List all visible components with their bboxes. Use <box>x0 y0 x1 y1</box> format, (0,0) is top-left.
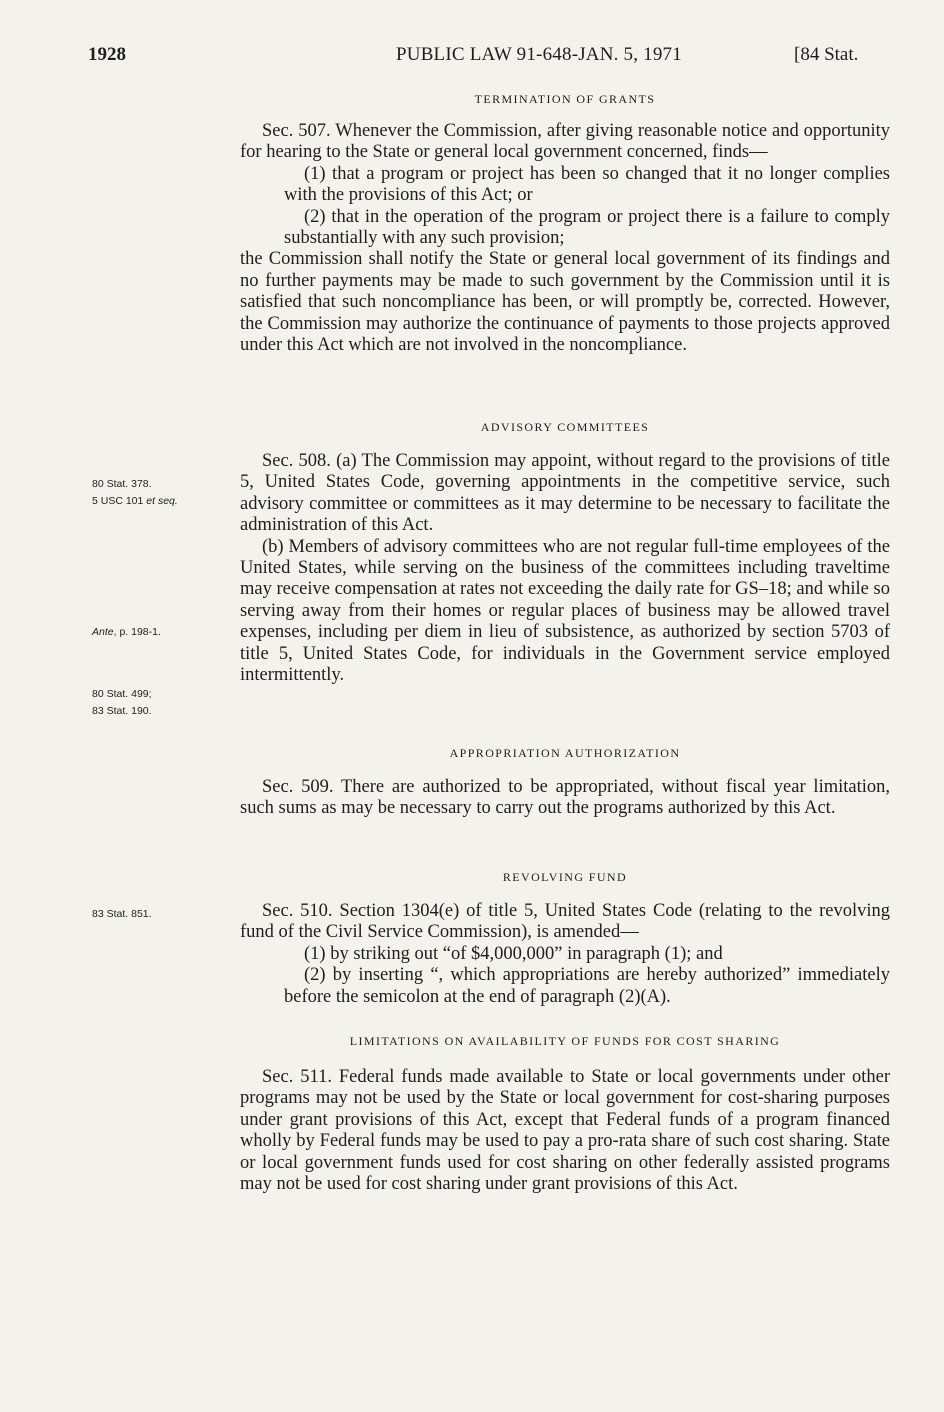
margin-note-line: 80 Stat. 378. <box>92 478 152 490</box>
margin-note-title5 <box>92 476 232 510</box>
margin-note-ante <box>92 624 232 641</box>
margin-note-83stat <box>92 906 232 923</box>
margin-note-line <box>92 624 232 641</box>
statute-reference: [84 Stat. <box>794 44 859 65</box>
margin-note-line <box>92 493 232 510</box>
margin-note-italic: et seq. <box>146 495 178 507</box>
section-heading: ADVISORY COMMITTEES <box>480 420 650 434</box>
section-510 <box>240 870 890 1008</box>
section-intro: Sec. 510. Section 1304(e) of title 5, United States Code (relating to the revolving fund of the Civil Service Commission), is amended— <box>240 901 890 943</box>
list-item: (2) that in the operation of the program or project there is a failure to comply substantially with any such provision; <box>284 206 890 249</box>
margin-note-text: 5 USC 101 <box>92 495 147 507</box>
section-heading: LIMITATIONS ON AVAILABILITY OF FUNDS FOR COST SHARING <box>349 1034 781 1048</box>
list-item: (2) by inserting “, which appropriations are hereby authorized” immediately before the semicolon at the end of paragraph (2)(A). <box>284 965 890 1007</box>
section-507 <box>240 92 890 356</box>
page-number: 1928 <box>88 44 126 65</box>
section-paragraph: Sec. 509. There are authorized to be appropriated, without fiscal year limitation, such sums as may be necessary to carry out the programs authorized by this Act. <box>240 777 890 819</box>
margin-note-italic: Ante <box>92 626 114 638</box>
margin-note-line: 83 Stat. 851. <box>92 908 152 920</box>
section-508 <box>240 420 890 686</box>
section-heading: APPROPRIATION AUTHORIZATION <box>449 746 681 760</box>
section-intro: Sec. 507. Whenever the Commission, after giving reasonable notice and opportunity for hearing to the State or general local government concerned, finds— <box>240 121 890 163</box>
section-paragraph-a: Sec. 508. (a) The Commission may appoint, without regard to the provisions of title 5, United States Code, governing appointments in the competitive service, such advisory committee or committees as it may determine to be necessary to facilitate the administration of this Act. <box>240 451 890 536</box>
list-item: (1) by striking out “of $4,000,000” in paragraph (1); and <box>304 943 723 964</box>
margin-note-text: , p. 198-1. <box>113 626 161 638</box>
running-header <box>0 44 944 74</box>
margin-note-line: 80 Stat. 499; <box>92 688 152 700</box>
section-509 <box>240 746 890 820</box>
section-heading: TERMINATION OF GRANTS <box>474 92 656 106</box>
margin-note-line: 83 Stat. 190. <box>92 705 152 717</box>
list-item: (1) that a program or project has been so changed that it no longer complies with the provisions of this Act; or <box>284 163 890 206</box>
section-conclusion: the Commission shall notify the State or general local government of its findings and no further payments may be made to such government by the Commission until it is satisfied that such noncompliance has been, or will promptly be, corrected. However, the Commission may authorize the continuance of payments to those projects approved under this Act which are not involved in the noncompliance. <box>240 249 890 356</box>
margin-note-stat <box>92 686 232 720</box>
section-paragraph: Sec. 511. Federal funds made available to State or local governments under other programs may not be used by the State or local government for cost-sharing purposes under grant provisions of this Act, except that Federal funds of a program financed wholly by Federal funds may be used to pay a pro-rata share of such cost sharing. State or local government funds used for cost sharing on other federally assisted programs may not be used for cost sharing under grant provisions of this Act. <box>240 1067 890 1195</box>
law-title: PUBLIC LAW 91-648-JAN. 5, 1971 <box>396 44 682 65</box>
section-heading: REVOLVING FUND <box>502 870 628 884</box>
section-paragraph-b: (b) Members of advisory committees who are not regular full-time employees of the United States, while serving on the business of the committees including traveltime may receive compensation at rates not exceeding the daily rate for GS–18; and while so serving away from their homes or regular places of business may be allowed travel expenses, including per diem in lieu of subsistence, as authorized by section 5703 of title 5, United States Code, for individuals in the Government service employed intermittently. <box>240 536 890 686</box>
section-511 <box>240 1034 890 1195</box>
